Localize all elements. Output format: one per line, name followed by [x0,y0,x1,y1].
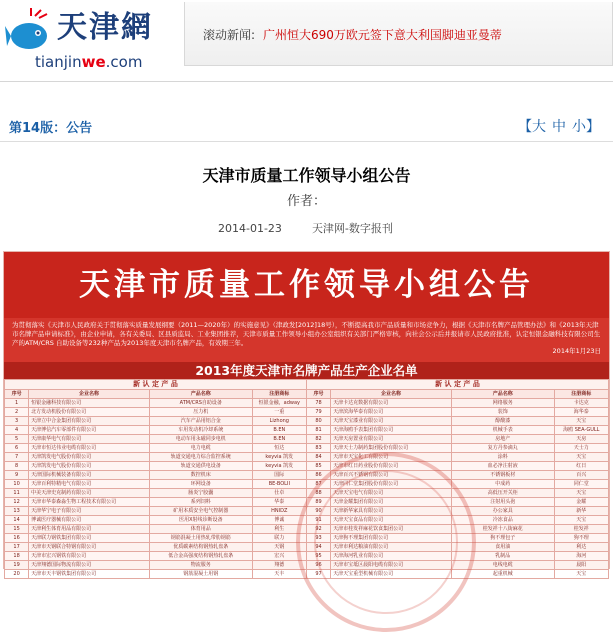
section-title: 第14版：公告 [9,121,93,136]
font-medium-link[interactable]: 中 [552,119,566,135]
category-label-right: 新 认 定 产 品 [306,380,608,390]
product-name: 食用油 [451,543,554,552]
row-number: 93 [306,534,330,543]
trademark: 天丰 [252,570,306,579]
trademark: 恒达 [252,444,306,453]
trademark: 天房 [554,435,608,444]
company-name: 天津同仁堂集团股份有限公司 [331,480,452,489]
row-number: 17 [5,543,29,552]
row-number: 14 [5,516,29,525]
column-header: 企业名称 [29,390,150,399]
row-number: 79 [306,408,330,417]
product-name: 电线电缆 [451,561,554,570]
product-name: 复方丹参滴丸 [451,444,554,453]
trademark: 国际 [252,471,306,480]
company-name: 天津利生体育用品有限公司 [29,525,150,534]
company-name: 天津狗不理集团有限公司 [331,534,452,543]
row-number: 91 [306,516,330,525]
company-name: 天津康华电气有限公司 [29,435,150,444]
news-headline-link[interactable]: 广州恒大690万欧元签下意大利国脚迪亚曼蒂 [263,28,502,42]
product-name: 桂发祥十八街麻花 [451,525,554,534]
product-name: 数控机床 [149,471,252,480]
product-name: 中成药 [451,480,554,489]
row-number: 96 [306,561,330,570]
document-heading: 天津市质量工作领导小组公告 [79,267,534,303]
column-header: 产品名称 [451,390,554,399]
document-heading-banner [4,252,609,318]
trademark: 联力 [252,534,306,543]
product-name: 钢筋混凝土用热轧带肋钢筋 [149,534,252,543]
product-name: 环网设备 [149,480,252,489]
product-name: 办公家具 [451,507,554,516]
trademark: 百兴 [554,471,608,480]
row-number: 89 [306,498,330,507]
row-number: 13 [5,507,29,516]
row-number: 86 [306,471,330,480]
trademark: 天宝 [554,489,608,498]
table-row [5,408,609,417]
product-name: 涂料 [451,453,554,462]
row-number: 82 [306,435,330,444]
product-name: 电力电缆 [149,444,252,453]
product-name: 矿用本质安全电气控制器 [149,507,252,516]
product-name: 系列饲料 [149,498,252,507]
row-number: 7 [5,453,29,462]
table-row [5,489,609,498]
table-row [5,444,609,453]
logo-domain-text: tianjinwe.com [35,53,143,71]
table-row [5,462,609,471]
company-name: 天津市天丰钢铁集团有限公司 [29,570,150,579]
company-name: 天津百利特精电气有限公司 [29,480,150,489]
column-header: 序号 [306,390,330,399]
row-number: 94 [306,543,330,552]
company-name: 天津博信汽车零部件有限公司 [29,426,150,435]
product-name: 网络服务 [451,399,554,408]
column-header-row [5,390,609,399]
document-intro [4,318,609,362]
company-name: 天津凯发电气股份有限公司 [29,453,150,462]
product-name: 压力机 [149,408,252,417]
company-name: 天津天房置业有限公司 [331,435,452,444]
product-name: 电动车用永磁同步电机 [149,435,252,444]
row-number: 12 [5,498,29,507]
trademark: 一重 [252,408,306,417]
font-large-link[interactable]: 【大 [518,119,546,135]
company-name: 天津市天宝化工有限公司 [331,453,452,462]
table-row [5,426,609,435]
row-number: 19 [5,561,29,570]
company-name: 天津翔德国际物流有限公司 [29,561,150,570]
table-row [5,480,609,489]
product-name: 肠炎宁胶囊 [149,489,252,498]
company-name: 天津市桂发祥麻花饮食集团公司 [331,525,452,534]
trademark: keyvia 凯发 [252,453,306,462]
trademark: 天士力 [554,444,608,453]
row-number: 92 [306,525,330,534]
news-label: 滚动新闻: [203,28,256,42]
row-number: 16 [5,534,29,543]
company-name: 天津滨海华泰有限公司 [331,408,452,417]
company-name: 天津联力钢铁集团有限公司 [29,534,150,543]
company-name: 天津国际机械装备有限公司 [29,471,150,480]
table-row [5,435,609,444]
company-name: 天津市天钢联合特钢有限公司 [29,543,150,552]
trademark: Lizhong [252,417,306,426]
company-name: 恒银金融科技有限公司 [29,399,150,408]
row-number: 5 [5,435,29,444]
product-name: 血必净注射液 [451,462,554,471]
row-number: 84 [306,453,330,462]
site-header [0,0,613,82]
article-meta [218,220,393,236]
trademark: HNIDZ [252,507,306,516]
document-subheading: 2013年度天津市名牌产品生产企业名单 [4,362,609,379]
company-name: 天津凯发电气股份有限公司 [29,462,150,471]
column-header: 产品名称 [149,390,252,399]
company-name: 天津市利达粮油有限公司 [331,543,452,552]
fish-icon [5,8,55,58]
product-name: 轨道交通供电设备 [149,462,252,471]
trademark: 利达 [554,543,608,552]
company-name: 北方发动机股份有限公司 [29,408,150,417]
trademark: B.EN [252,426,306,435]
company-name: 天津天宝漆业有限公司 [331,417,452,426]
table-row [5,453,609,462]
company-name: 天津天宝食品有限公司 [331,516,452,525]
row-number: 85 [306,462,330,471]
company-name: 天津天宝重型机械有限公司 [331,570,452,579]
trademark: 海华泰 [554,408,608,417]
trademark: 同仁堂 [554,480,608,489]
company-name: 天津市恒达伟业电缆有限公司 [29,444,150,453]
row-number: 81 [306,426,330,435]
row-number: 3 [5,417,29,426]
trademark: B.EN [252,435,306,444]
trademark: 博诚 [252,516,306,525]
product-name: 注射用头孢 [451,498,554,507]
trademark: 海河 [554,552,608,561]
company-name: 天津立中合金集团有限公司 [29,417,150,426]
intro-text: 为贯彻落实《天津市人民政府关于贯彻落实质量发展纲要（2011—2020年）的实施意见》（津政发[2012]18号），不断提高我市产品质量和市场竞争力，根据《天津市名牌产品管理办法》和《2013年天津市名牌产品申请标准》，由企业申请，各有关委局、区县质监局、工业集团推荐，天津市质量工作领导小组办公室组织有关部门严格审核，向社会公示后并报请市人民政府批准，认定恒银金融科技有限公司生产的ATM/CRS 自助设备等232种产品为2013年度天津市名牌产品，有效期三年。 [12,321,601,347]
product-name: 高低压开关柜 [451,489,554,498]
row-number: 9 [5,471,29,480]
product-name: 狗不理包子 [451,534,554,543]
company-name: 中美天津史克制药有限公司 [29,489,150,498]
table-row [5,399,609,408]
scrolling-news-bar [184,2,613,66]
trademark: 利生 [252,525,306,534]
company-name: 天津百兴不锈钢有限公司 [331,471,452,480]
company-name: 博诚医疗器械有限公司 [29,516,150,525]
row-number: 10 [5,480,29,489]
article-author: 作者： [286,194,326,209]
trademark: 仕卓 [252,489,306,498]
company-name: 天津市华泰森淼生物工程技术有限公司 [29,498,150,507]
trademark: 天钢 [252,543,306,552]
row-number: 6 [5,444,29,453]
product-name: 车用发动机冷却系统 [149,426,252,435]
font-small-link[interactable]: 小】 [572,119,600,135]
category-row [5,380,609,390]
company-name: 天津天士力制药集团股份有限公司 [331,444,452,453]
product-name: ATM/CRS自助设备 [149,399,252,408]
table-row [5,417,609,426]
column-header: 注册商标 [554,390,608,399]
product-name: 体育用品 [149,525,252,534]
trademark: keyvia 凯发 [252,462,306,471]
product-name: 钢筋混凝土用钢 [149,570,252,579]
product-name: 不锈钢板材 [451,471,554,480]
company-name: 天津新华家具有限公司 [331,507,452,516]
trademark: 晨阳 [554,561,608,570]
product-name: 房地产 [451,435,554,444]
row-number: 97 [306,570,330,579]
article-title: 天津市质量工作领导小组公告 [202,166,411,185]
trademark: 狗不理 [554,534,608,543]
product-name: 醇酸漆 [451,417,554,426]
trademark: 天宝 [554,516,608,525]
product-name: 汽车产品用铝合金 [149,417,252,426]
company-name: 天津市宏兴钢铁有限公司 [29,552,150,561]
column-header: 企业名称 [331,390,452,399]
announcement-image [3,251,610,577]
product-name: 冷冻食品 [451,516,554,525]
trademark: 桂发祥 [554,525,608,534]
table-row [5,471,609,480]
row-number: 90 [306,507,330,516]
row-number: 88 [306,489,330,498]
product-name: 乳制品 [451,552,554,561]
product-name: 物流服务 [149,561,252,570]
trademark: 宏兴 [252,552,306,561]
article-source: 天津网-数字报刊 [311,222,393,235]
trademark: 新华 [554,507,608,516]
product-name: 装饰 [451,408,554,417]
official-seal-inner-ring [314,470,458,614]
row-number: 20 [5,570,29,579]
category-label-left: 新 认 定 产 品 [5,380,307,390]
trademark: 天宝 [554,570,608,579]
company-name: 天津天宝电气有限公司 [331,489,452,498]
trademark: 天宝 [554,417,608,426]
trademark: 金耀 [554,498,608,507]
article-date: 2014-01-23 [218,222,282,235]
column-header: 序号 [5,390,29,399]
company-name: 天津市红日药业股份有限公司 [331,462,452,471]
company-name: 天津金耀集团有限公司 [331,498,452,507]
company-name: 天津海鸥手表集团有限公司 [331,426,452,435]
trademark: 翔德 [252,561,306,570]
row-number: 4 [5,426,29,435]
trademark: 天宝 [554,453,608,462]
product-name: 低合金高强度结构钢热轧盘条 [149,552,252,561]
product-name: 医用X射线诊断设备 [149,516,252,525]
row-number: 11 [5,489,29,498]
row-number: 83 [306,444,330,453]
row-number: 95 [306,552,330,561]
company-name: 天津市宝坻区晨阳电缆有限公司 [331,561,452,570]
row-number: 87 [306,480,330,489]
trademark: 海鸥 SEA-GULL [554,426,608,435]
row-number: 2 [5,408,29,417]
row-number: 8 [5,462,29,471]
section-bar [0,106,613,142]
row-number: 18 [5,552,29,561]
product-name: 轨道交通电力综合监控系统 [149,453,252,462]
product-name: 起重机械 [451,570,554,579]
company-name: 天津海河乳业有限公司 [331,552,452,561]
column-header: 注册商标 [252,390,306,399]
trademark: 恒银金融，adway [252,399,306,408]
trademark: BE-BOLII [252,480,306,489]
trademark: 红日 [554,462,608,471]
site-logo[interactable] [5,6,185,74]
row-number: 15 [5,525,29,534]
company-name: 天津华宁电子有限公司 [29,507,150,516]
font-size-control [515,116,603,136]
trademark: 卡达克 [554,399,608,408]
product-name: 机械手表 [451,426,554,435]
trademark: 华泰 [252,498,306,507]
row-number: 78 [306,399,330,408]
row-number: 1 [5,399,29,408]
row-number: 80 [306,417,330,426]
product-name: 优质碳素结构钢热轧盘条 [149,543,252,552]
logo-chinese-text: 天津網 [57,10,153,45]
company-name: 天津卡达克数据有限公司 [331,399,452,408]
intro-date: 2014年1月23日 [552,347,601,356]
